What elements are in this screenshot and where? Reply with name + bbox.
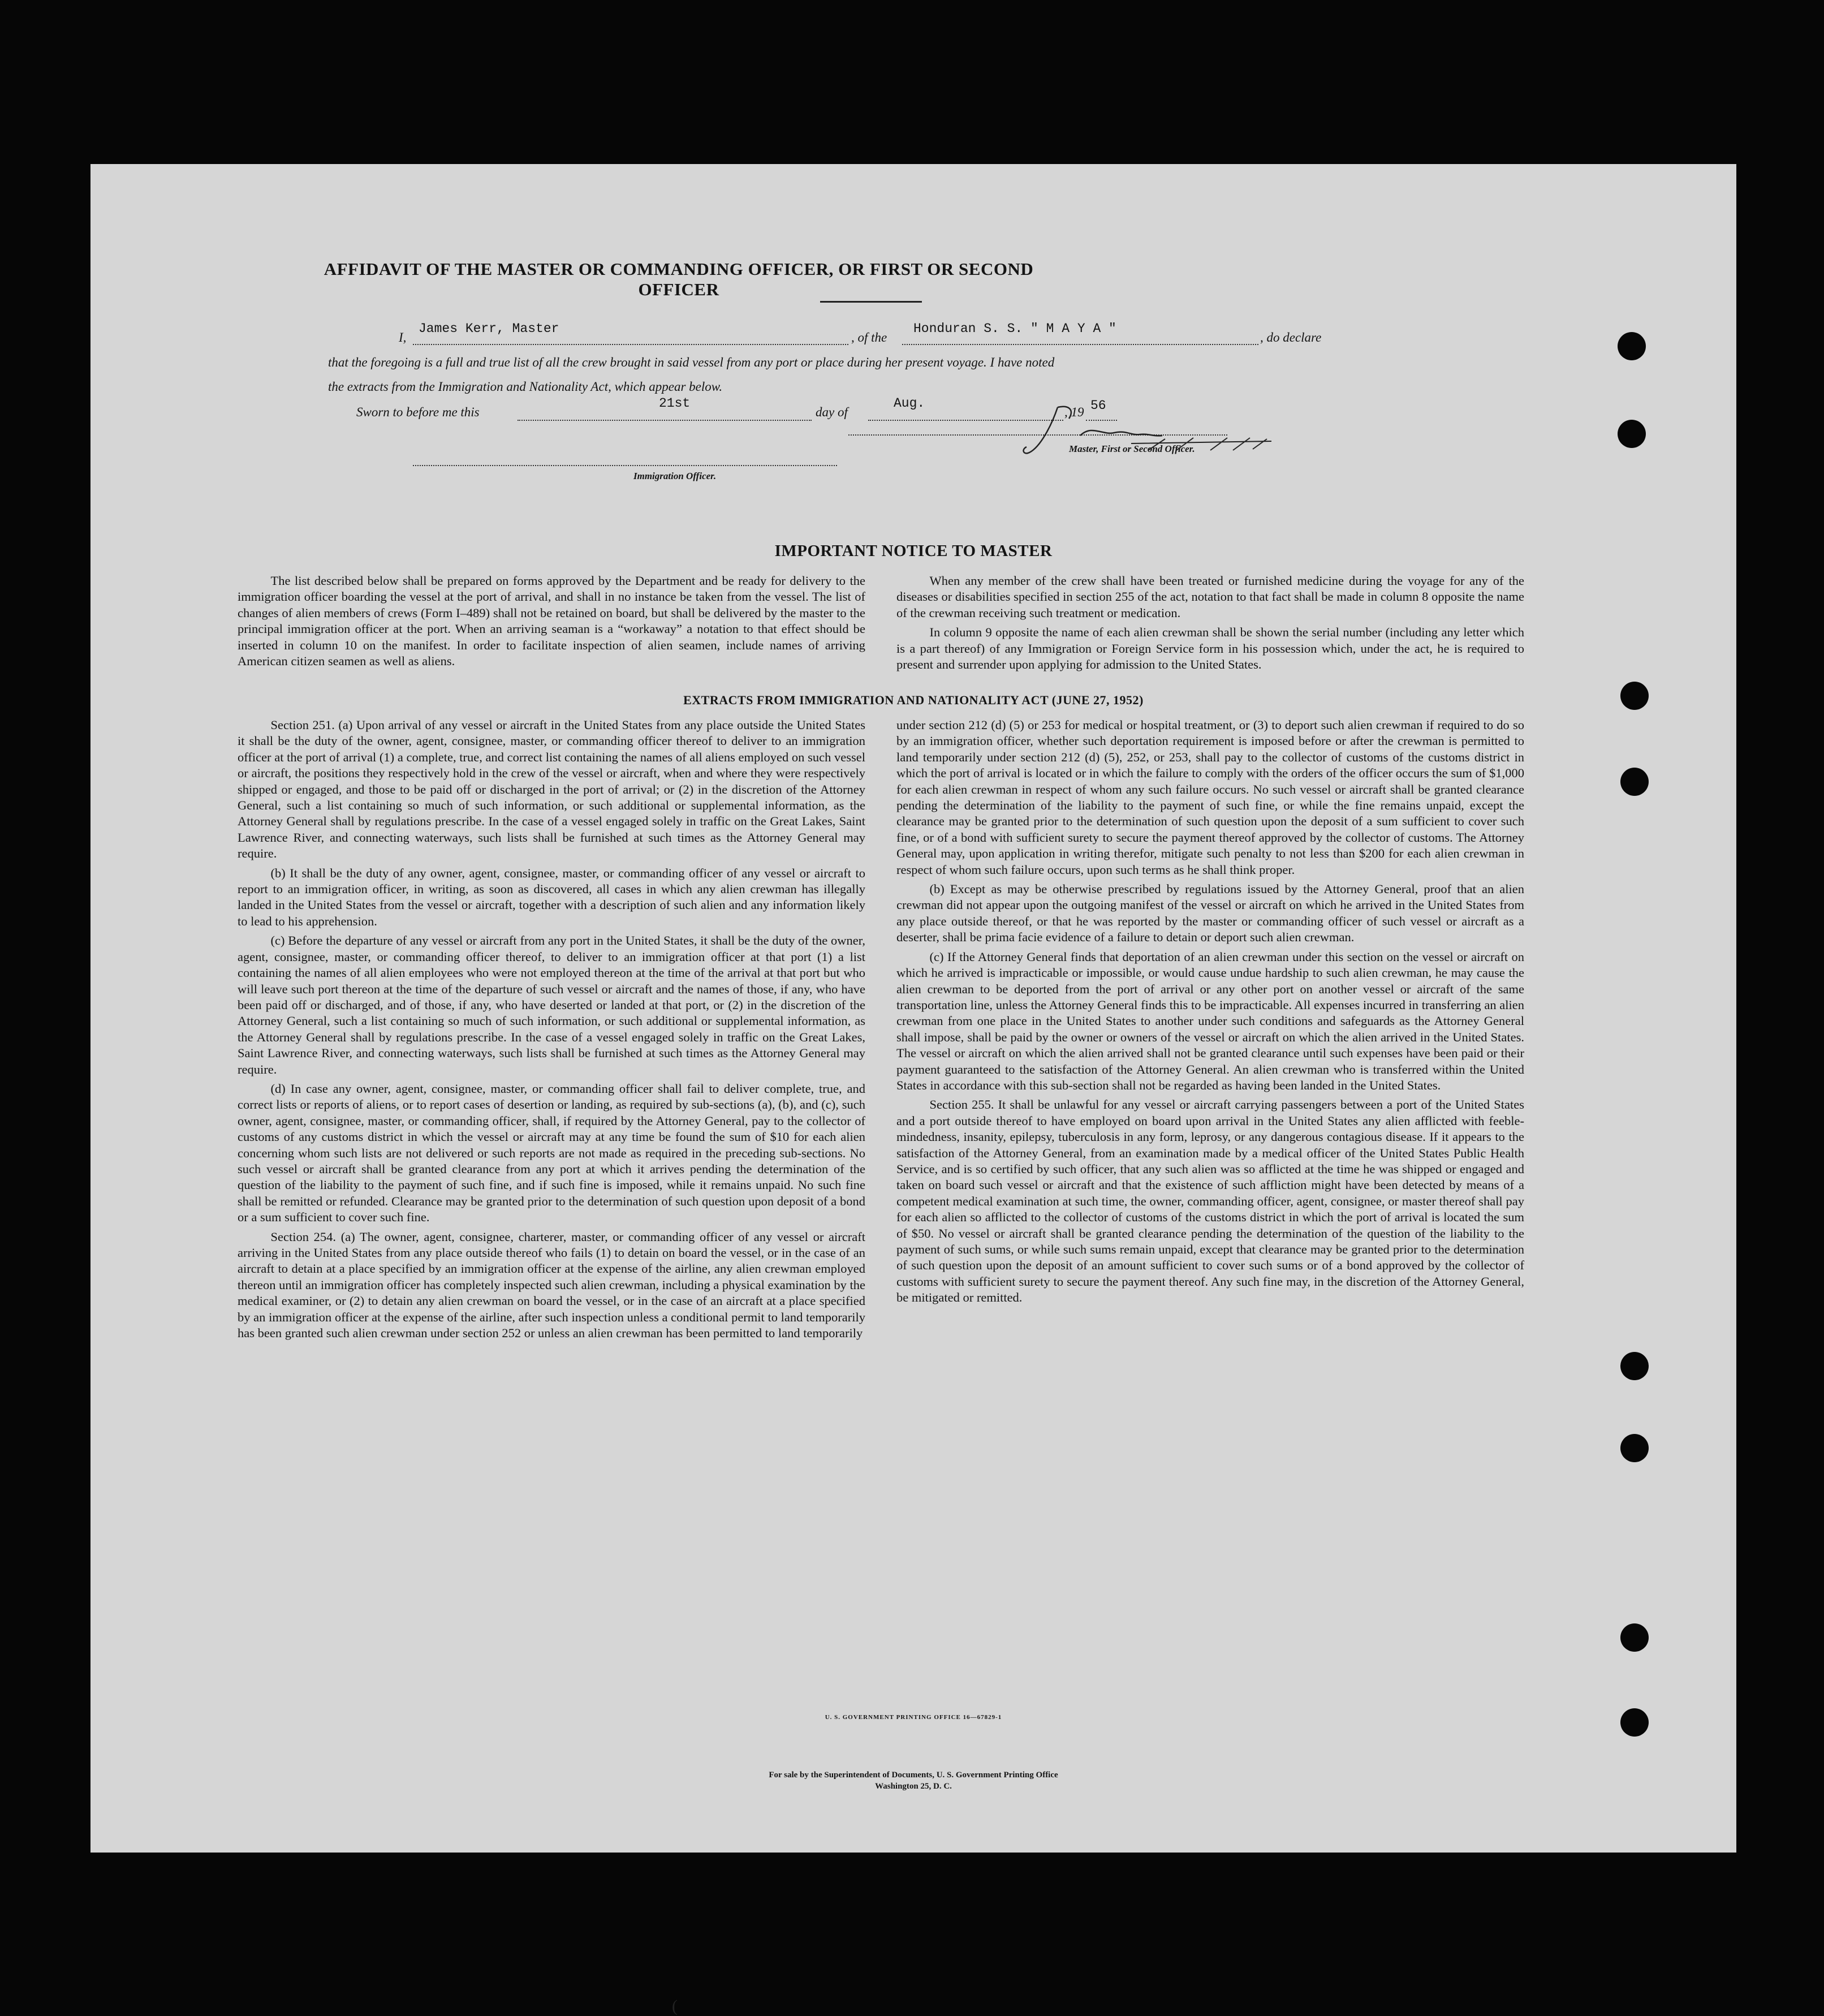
notice-right-paragraph-1: When any member of the crew shall have been treated or furnished medicine during the voyage for any of the diseases or disabilities specified in section 255 of the act, notation to that fact shall be made in column 8 opposite the name of the crewman receiving such treatment or medication. xyxy=(896,574,1524,620)
line1-prefix: I, xyxy=(399,330,407,344)
immigration-signature-line xyxy=(413,465,837,466)
sale-notice xyxy=(90,1769,1736,1792)
vessel-name: Honduran S. S. " M A Y A " xyxy=(913,321,1116,336)
sale-line-2: Washington 25, D. C. xyxy=(875,1782,952,1791)
month-underline xyxy=(868,420,1063,421)
of-the-label: , of the xyxy=(851,330,887,344)
affidavit-line2: that the foregoing is a full and true list of all the crew brought in said vessel from any port or place during her present voyage. I have noted xyxy=(328,355,1055,369)
stray-mark: ( xyxy=(672,1997,678,2015)
do-declare-label: , do declare xyxy=(1260,330,1322,344)
affidavit-line3: the extracts from the Immigration and Nationality Act, which appear below. xyxy=(328,380,723,394)
gpo-imprint: U. S. GOVERNMENT PRINTING OFFICE 16—67829-1 xyxy=(825,1714,1002,1721)
sworn-day: 21st xyxy=(659,396,691,411)
binder-hole xyxy=(1620,1352,1649,1380)
sworn-month: Aug. xyxy=(894,396,925,411)
notice-title: IMPORTANT NOTICE TO MASTER xyxy=(774,542,1053,560)
section-254-a: Section 254. (a) The owner, agent, consignee, charterer, master, or commanding officer of any vessel or aircraft arriving in the United States from any place outside thereof who fails (1) to detain on board the vessel, or in the case of an aircraft to detain at a place specified by an immigration officer at the expense of the airline, any alien crewman employed thereon until an immigration officer has completely inspected such alien crewman, including a physical examination by the medical examiner, or (2) to detain any alien crewman on board the vessel, or in the case of an aircraft at a place specified by an immigration officer at the expense of the airline, after such inspection unless a conditional permit to land temporarily has been granted such alien crewman under section 252 or unless an alien crewman has been permitted to land temporarily xyxy=(238,1229,865,1341)
year-prefix: , 19 xyxy=(1064,405,1084,419)
binder-hole xyxy=(1620,1623,1649,1652)
notice-left-column xyxy=(238,573,865,669)
master-caption: Master, First or Second Officer. xyxy=(1069,443,1195,454)
section-251-b: (b) It shall be the duty of any owner, agent, consignee, master, or commanding officer of any vessel or aircraft to report to an immigration officer, in writing, as soon as discovered, all cases in which any alien crewman has illegally landed in the United States from the vessel or aircraft, together with a description of such alien and any information likely to lead to his apprehension. xyxy=(238,865,865,928)
sale-line-1: For sale by the Superintendent of Documents, U. S. Government Printing Office xyxy=(769,1771,1058,1780)
year-underline xyxy=(1086,420,1117,421)
binder-hole xyxy=(1618,420,1646,448)
binder-hole xyxy=(1620,768,1649,796)
notice-left-paragraph: The list described below shall be prepared on forms approved by the Department and be ready for delivery to the immigration officer boarding the vessel at the port of arrival, and shall in no instance be taken from the vessel. The list of changes of alien members of crews (Form I–489) shall not be retained on board, but shall be delivered by the master to the principal immigration officer at the port. When an arriving seaman is a “workaway” a notation to that effect should be inserted in column 10 on the manifest. In order to facilitate inspection of alien seamen, include names of arriving American citizen seamen as well as aliens. xyxy=(238,574,865,669)
binder-hole xyxy=(1620,1708,1649,1737)
binder-hole xyxy=(1620,682,1649,710)
binder-hole xyxy=(1618,332,1646,360)
notice-right-column xyxy=(896,573,1524,673)
sworn-label: Sworn to before me this xyxy=(356,405,480,419)
section-254-b: (b) Except as may be otherwise prescribed by regulations issued by the Attorney General, proof that an alien crewman did not appear upon the outgoing manifest of the vessel or aircraft on which he arrived in the United States from any place outside thereof, or that he was reported by the master or commanding officer of such vessel or aircraft as a deserter, shall be prima facie evidence of a failure to detain or deport such alien crewman. xyxy=(896,882,1524,945)
immigration-caption: Immigration Officer. xyxy=(633,471,717,481)
section-254-c: (c) If the Attorney General finds that deportation of an alien crewman under this section on the vessel or aircraft on which he arrived is impracticable or impossible, or would cause undue hardship to such alien crewman, he may cause the alien crewman to be deported from the port of arrival or any other port on another vessel or aircraft of the same transportation line, unless the Attorney General finds this to be impracticable. All expenses incurred in transferring an alien crewman from one place in the United States to another under such conditions and safeguards as the Attorney General shall impose, shall be paid by the owner or owners of the vessel or aircraft on which the alien arrived in the United States. The vessel or aircraft on which the alien arrived shall not be granted clearance until such expenses have been paid or their payment guaranteed to the satisfaction of the Attorney General. An alien crewman who is transferred within the United States in accordance with this sub-section shall not be regarded as having been landed in the United States. xyxy=(896,949,1524,1092)
form-page xyxy=(90,164,1736,2015)
notice-right-paragraph-2: In column 9 opposite the name of each alien crewman shall be shown the serial number (including any letter which is a part thereof) of any Immigration or Foreign Service form in his possession which, under the act, he is required to present and surrender upon applying for admission to the United States. xyxy=(896,625,1524,672)
extracts-title: EXTRACTS FROM IMMIGRATION AND NATIONALITY ACT (JUNE 27, 1952) xyxy=(683,693,1144,707)
section-254-a-continued: under section 212 (d) (5) or 253 for medical or hospital treatment, or (3) to deport such alien crewman if required to do so by an immigration officer, whether such deportation requirement is imposed before or after the crewman is permitted to land temporarily under section 212 (d) (5), 252, or 253, shall pay to the collector of customs of the customs district in which the port of arrival is located or in which the failure to comply with the orders of the officer occurs the sum of $1,000 for each alien crewman in respect of whom any such failure occurs. No such vessel or aircraft shall be granted clearance pending the determination of the liability to the payment of such fine, or while the fine remains unpaid, except the clearance may be granted prior to the determination of such question upon the deposit of a sum sufficient to cover such fine, or of a bond with sufficient surety to secure the payment thereof approved by the collector of customs. The Attorney General may, upon application in writing therefor, mitigate such penalty to not less than $200 for each alien crewman in respect of whom such failure occurs, upon such terms as he shall think proper. xyxy=(896,718,1524,877)
day-underline xyxy=(518,420,812,421)
name-underline xyxy=(413,344,848,345)
section-251-c: (c) Before the departure of any vessel or aircraft from any port in the United States, it shall be the duty of the owner, agent, consignee, master, or commanding officer thereof, to deliver to an immigration officer at that port (1) a list containing the names of all alien employees who were not employed thereon at the time of the arrival at that port but who will leave such port thereon at the time of the departure of such vessel or aircraft and the names of those, if any, who have been paid off or discharged, and of those, if any, who have deserted or landed at that port, or (2) in the discretion of the Attorney General, such a list containing so much of such information, or such additional or supplemental information, as the Attorney General shall by regulations prescribe. In the case of a vessel engaged solely in traffic on the Great Lakes, Saint Lawrence River, and connecting waterways, such lists shall be furnished at such times as the Attorney General may require. xyxy=(238,933,865,1076)
section-251-a: Section 251. (a) Upon arrival of any vessel or aircraft in the United States from any place outside the United States it shall be the duty of the owner, agent, consignee, master, or commanding officer thereof to deliver to an immigration officer at the port of arrival (1) a complete, true, and correct list containing the names of all aliens employed on such vessel or aircraft, the positions they respectively hold in the crew of the vessel or aircraft, when and where they were respectively shipped or engaged, and those to be paid off or discharged in the port of arrival; or (2) in the discretion of the Attorney General, such a list containing so much of such information, or such additional or supplemental information, as the Attorney General shall by regulations prescribe. In the case of a vessel engaged solely in traffic on the Great Lakes, Saint Lawrence River, and connecting waterways, such lists shall be furnished at such times as the Attorney General may require. xyxy=(238,718,865,861)
section-255: Section 255. It shall be unlawful for any vessel or aircraft carrying passengers between a port of the United States and a port outside thereof to have employed on board upon arrival in the United States any alien afflicted with feeble-mindedness, insanity, epilepsy, tuberculosis in any form, leprosy, or any dangerous contagious disease. If it appears to the satisfaction of the Attorney General, from an examination made by a medical officer of the United States Public Health Service, and is so certified by such officer, that any such alien was so afflicted at the time he was shipped or engaged and taken on board such vessel or aircraft and that the existence of such affliction might have been detected by means of a competent medical examination at such time, the owner, commanding officer, agent, consignee, or master thereof shall pay for each alien so afflicted to the collector of customs of the customs district in which the port of arrival is located the sum of $50. No vessel or aircraft shall be granted clearance pending the determination of the question of the liability to the payment of such sums, or while such sums remain unpaid, except that clearance may be granted prior to the determination of such question upon the deposit of an amount sufficient to cover such sums or of a bond approved by the collector of customs with sufficient surety to secure the payment thereof. Any such fine may, in the discretion of the Attorney General, be mitigated or remitted. xyxy=(896,1097,1524,1305)
title-divider xyxy=(820,301,922,303)
extracts-left-column xyxy=(238,717,865,1341)
vessel-underline xyxy=(902,344,1258,345)
extracts-right-column xyxy=(896,717,1524,1306)
day-of-label: day of xyxy=(816,405,848,419)
sworn-year: 56 xyxy=(1090,398,1106,413)
master-name: James Kerr, Master xyxy=(419,321,559,336)
caption-strikeout xyxy=(1131,433,1273,456)
binder-hole xyxy=(1620,1434,1649,1462)
affidavit-title: AFFIDAVIT OF THE MASTER OR COMMANDING OFFICER, OR FIRST OR SECOND OFFICER xyxy=(324,259,1034,299)
section-251-d: (d) In case any owner, agent, consignee, master, or commanding officer shall fail to deliver complete, true, and correct lists or reports of aliens, or to report cases of desertion or landing, as required by sub-sections (a), (b), and (c), such owner, agent, consignee, master, or commanding officer, shall, if required by the Attorney General, pay to the collector of customs of any customs district in which the vessel or aircraft may at any time be found the sum of $10 for each alien concerning whom such lists are not delivered or such reports are not made as required in the preceding sub-sections. No such vessel or aircraft shall be granted clearance from any port at which it arrives pending the determination of the question of the liability to the payment of such fine, and if such fine is imposed, while it remains unpaid. No such fine shall be remitted or refunded. Clearance may be granted prior to the determination of such question upon deposit of a bond or a sum sufficient to cover such fine. xyxy=(238,1081,865,1225)
